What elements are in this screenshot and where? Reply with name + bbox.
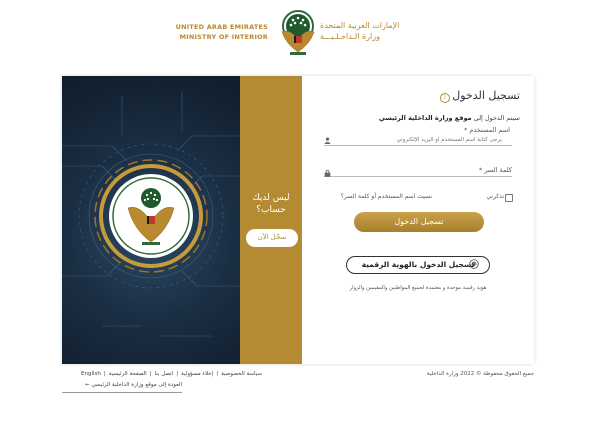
arrow-left-icon: ← xyxy=(84,382,90,388)
subtitle-prefix: سيتم الدخول إلى xyxy=(473,114,520,122)
back-to-main-site-link[interactable] xyxy=(62,382,182,393)
promo-line1: ليس لديك xyxy=(252,193,290,203)
user-icon xyxy=(324,137,331,146)
footer-separator: | xyxy=(103,371,106,377)
password-input[interactable] xyxy=(324,165,512,177)
fingerprint-icon xyxy=(469,259,479,269)
register-now-button[interactable]: سجّل الآن xyxy=(246,229,298,247)
back-link-label: العودة إلى موقع وزارة الداخلية الرئيسي xyxy=(91,382,182,388)
copyright-text: جميع الحقوق محفوظة © 2022 وزارة الداخلية xyxy=(426,371,534,377)
header-arabic-title xyxy=(320,20,450,42)
footer-separator: | xyxy=(216,371,219,377)
username-input[interactable] xyxy=(324,134,512,146)
uaepass-label: تسجيل الدخول بالهوية الرقمية xyxy=(361,260,475,269)
header-ar-line2: وزارة الـداخـلـيـــة xyxy=(320,32,380,41)
password-label: كلمة السر * xyxy=(478,166,512,174)
header-ar-line1: الإمارات العربية المتحدة xyxy=(320,21,400,30)
footer-separator: | xyxy=(149,371,152,377)
footer-link-disclaimer[interactable]: إخلاء مسؤولية xyxy=(181,371,214,377)
form-title: تسجيل الدخول xyxy=(452,89,520,102)
info-icon[interactable]: i xyxy=(440,93,450,103)
footer-link-contact[interactable]: اتصل بنا xyxy=(154,371,174,377)
header-en-line2: MINISTRY OF INTERIOR xyxy=(179,33,268,41)
uaepass-description: هوية رقمية موحدة و معتمدة لجميع المواطنين والمقيمين والزوار xyxy=(349,285,487,291)
header-english-title xyxy=(150,22,268,42)
subtitle-site: موقع وزارة الداخلية الرئيسي xyxy=(378,114,472,122)
username-label: اسم المستخدم * xyxy=(464,126,510,134)
footer-link-english[interactable]: English xyxy=(81,371,101,377)
ministry-emblem-logo xyxy=(276,6,320,58)
decorative-emblem-panel xyxy=(62,76,240,364)
promo-line2: حساب؟ xyxy=(256,205,286,215)
footer-link-home[interactable]: الصفحة الرئيسية xyxy=(108,371,147,377)
remember-me-label: تذكرني xyxy=(486,193,504,200)
header-en-line1: UNITED ARAB EMIRATES xyxy=(175,23,268,31)
form-subtitle xyxy=(322,114,520,122)
footer-link-privacy[interactable]: سياسة الخصوصية xyxy=(221,371,262,377)
signup-promo-text xyxy=(244,192,298,216)
forgot-credentials-link[interactable]: نسيت اسم المستخدم أو كلمة السر؟ xyxy=(340,193,432,200)
signup-promo-panel xyxy=(240,76,302,364)
lock-icon xyxy=(324,169,331,179)
footer-links xyxy=(62,371,262,381)
footer-separator: | xyxy=(176,371,179,377)
login-button[interactable]: تسجيل الدخول xyxy=(354,212,484,232)
